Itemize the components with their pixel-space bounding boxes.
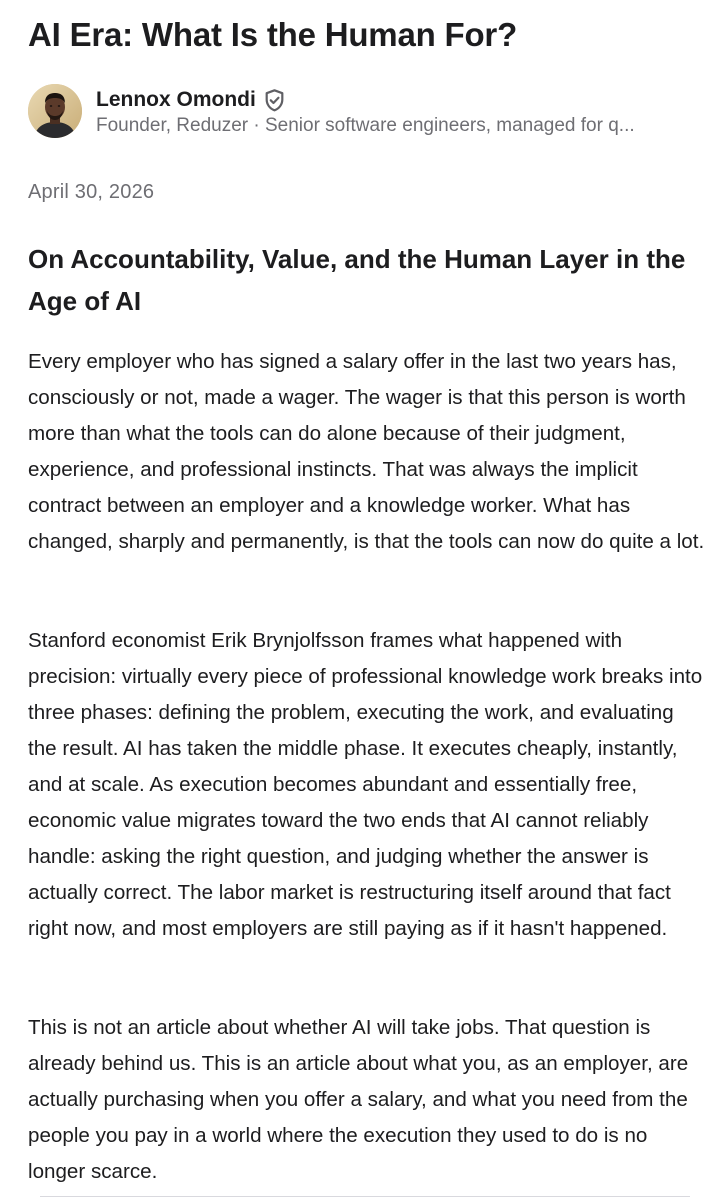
section-divider — [40, 1196, 690, 1197]
article-subtitle: On Accountability, Value, and the Human Layer in the Age of AI — [28, 244, 686, 316]
body-paragraph-2: Stanford economist Erik Brynjolfsson frames what happened with precision: virtually every piece of professional knowledge work breaks into three phases: defining the problem, executing the work, and evaluating the result. AI has taken the middle phase. It executes cheaply, instantly, and at scale. As execution becomes abundant and essentially free, economic value migrates toward the two ends that AI cannot reliably handle: asking the right question, and judging whether the answer is actually correct. The labor market is restructuring itself around that fact right now, and most employers are still paying as if it hasn't happened. — [28, 629, 703, 940]
body-paragraph-1: Every employer who has signed a salary offer in the last two years has, consciously or not, made a wager. The wager is that this person is worth more than what the tools can do alone because of their judgment, experience, and professional instincts. That was always the implicit contract between an employer and a knowledge worker. What has changed, sharply and permanently, is that the tools can now do quite a lot. — [28, 350, 705, 553]
author-name[interactable]: Lennox Omondi — [96, 88, 256, 111]
author-byline[interactable] — [28, 84, 708, 140]
publish-date: April 30, 2026 — [28, 181, 155, 203]
avatar-photo — [28, 84, 82, 138]
author-headline: Founder, Reduzer · Senior software engineers, managed for q... — [96, 115, 635, 136]
author-name-line — [96, 86, 287, 114]
author-avatar[interactable] — [28, 84, 82, 138]
body-paragraph-3: This is not an article about whether AI will take jobs. That question is already behind us. This is an article about what you, as an employer, are actually purchasing when you offer a salary, and what you need from the people you pay in a world where the execution they used to do is no longer scarce. — [28, 1016, 689, 1183]
verified-shield-icon[interactable] — [262, 88, 287, 113]
article-title: AI Era: What Is the Human For? — [28, 16, 518, 53]
